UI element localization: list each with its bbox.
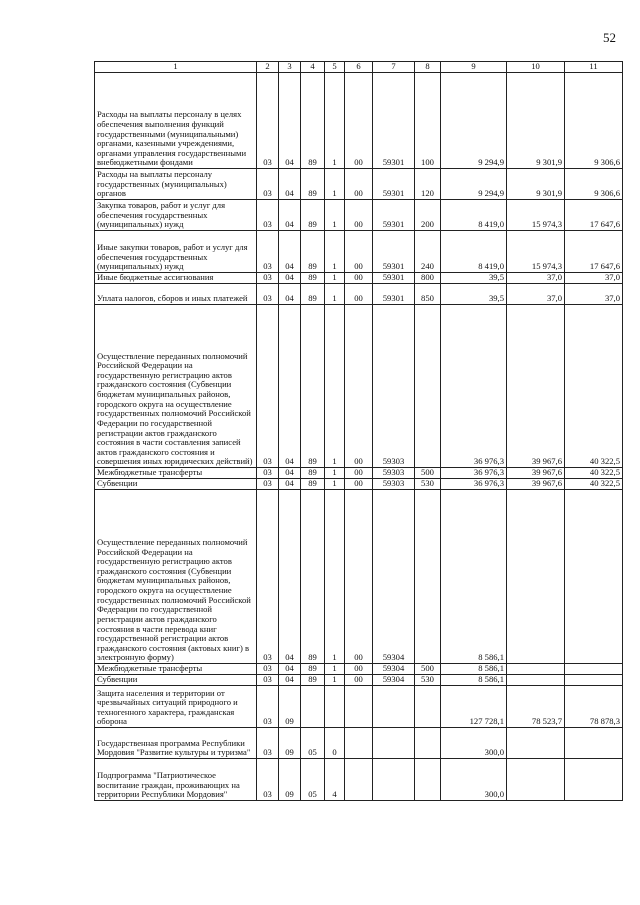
amount-cell: 37,0 [507,284,565,305]
code-cell [373,728,415,759]
table-row [95,728,623,759]
code-cell: 530 [415,479,441,490]
amount-cell: 40 322,5 [565,468,623,479]
code-cell: 03 [257,759,279,801]
table-row [95,284,623,305]
row-label: Иные закупки товаров, работ и услуг для обеспечения государственных (муниципальных) нужд [95,231,257,273]
amount-cell: 9 301,9 [507,169,565,200]
code-cell: 59301 [373,273,415,284]
table-row [95,231,623,273]
code-cell: 04 [279,273,301,284]
code-cell [373,686,415,728]
column-header: 8 [415,62,441,73]
code-cell: 89 [301,73,325,169]
code-cell: 89 [301,675,325,686]
code-cell: 03 [257,231,279,273]
code-cell: 03 [257,490,279,664]
amount-cell: 39 967,6 [507,479,565,490]
code-cell [373,759,415,801]
amount-cell: 36 976,3 [441,468,507,479]
code-cell: 00 [345,675,373,686]
code-cell: 1 [325,468,345,479]
page-number: 52 [603,30,616,45]
amount-cell: 300,0 [441,759,507,801]
code-cell: 00 [345,273,373,284]
code-cell: 59304 [373,675,415,686]
code-cell [301,686,325,728]
code-cell: 04 [279,200,301,231]
code-cell: 89 [301,305,325,468]
row-label: Субвенции [95,479,257,490]
table-row [95,479,623,490]
code-cell: 59301 [373,169,415,200]
code-cell: 59303 [373,479,415,490]
code-cell: 500 [415,664,441,675]
code-cell: 03 [257,468,279,479]
code-cell: 59303 [373,305,415,468]
code-cell: 1 [325,231,345,273]
amount-cell: 78 878,3 [565,686,623,728]
code-cell: 00 [345,468,373,479]
amount-cell: 9 306,6 [565,169,623,200]
code-cell: 00 [345,284,373,305]
amount-cell: 17 647,6 [565,200,623,231]
row-label: Расходы на выплаты персоналу государственных (муниципальных) органов [95,169,257,200]
column-header: 3 [279,62,301,73]
code-cell: 800 [415,273,441,284]
amount-cell [507,728,565,759]
amount-cell: 15 974,3 [507,200,565,231]
amount-cell [507,490,565,664]
table-header-row [95,62,623,73]
code-cell: 03 [257,284,279,305]
code-cell: 1 [325,479,345,490]
code-cell: 04 [279,468,301,479]
code-cell: 04 [279,675,301,686]
code-cell [415,490,441,664]
code-cell: 09 [279,759,301,801]
code-cell: 04 [279,305,301,468]
code-cell: 00 [345,490,373,664]
row-label: Осуществление переданных полномочий Российской Федерации на государственную регистрацию актов гражданского состояния (Субвенции бюджетам муниципальных районов, городского округа на осуществление государственных полномочий Российской Федерации по государственной регистрации актов гражданского состояния в части составления записей актов гражданского состояния и совершения иных юридических действий) [95,305,257,468]
row-label: Уплата налогов, сборов и иных платежей [95,284,257,305]
code-cell: 05 [301,759,325,801]
table-row [95,273,623,284]
table-row [95,169,623,200]
code-cell: 59301 [373,231,415,273]
amount-cell [507,759,565,801]
amount-cell: 37,0 [507,273,565,284]
code-cell: 89 [301,664,325,675]
code-cell [415,759,441,801]
amount-cell [507,675,565,686]
code-cell: 1 [325,284,345,305]
code-cell [415,305,441,468]
code-cell: 1 [325,305,345,468]
code-cell [325,686,345,728]
code-cell: 04 [279,231,301,273]
table-row [95,468,623,479]
code-cell: 04 [279,73,301,169]
column-header: 4 [301,62,325,73]
column-header: 11 [565,62,623,73]
amount-cell: 9 294,9 [441,169,507,200]
code-cell: 00 [345,169,373,200]
amount-cell: 9 301,9 [507,73,565,169]
code-cell: 00 [345,479,373,490]
amount-cell: 78 523,7 [507,686,565,728]
code-cell: 03 [257,305,279,468]
amount-cell: 9 294,9 [441,73,507,169]
amount-cell: 8 586,1 [441,664,507,675]
code-cell: 59301 [373,284,415,305]
amount-cell: 8 419,0 [441,200,507,231]
code-cell [345,728,373,759]
code-cell: 89 [301,468,325,479]
code-cell: 03 [257,675,279,686]
amount-cell: 36 976,3 [441,479,507,490]
code-cell: 03 [257,664,279,675]
table-row [95,305,623,468]
budget-table [94,61,623,801]
row-label: Защита населения и территории от чрезвычайных ситуаций природного и техногенного характера, гражданская оборона [95,686,257,728]
table-row [95,200,623,231]
code-cell: 04 [279,664,301,675]
code-cell: 00 [345,305,373,468]
code-cell: 04 [279,284,301,305]
code-cell: 59303 [373,468,415,479]
code-cell: 03 [257,728,279,759]
code-cell: 89 [301,490,325,664]
amount-cell [565,664,623,675]
code-cell [415,728,441,759]
amount-cell: 17 647,6 [565,231,623,273]
code-cell: 03 [257,273,279,284]
table-row [95,73,623,169]
code-cell: 1 [325,200,345,231]
code-cell: 89 [301,273,325,284]
code-cell: 04 [279,479,301,490]
code-cell: 03 [257,686,279,728]
amount-cell: 39,5 [441,284,507,305]
amount-cell: 40 322,5 [565,305,623,468]
code-cell: 05 [301,728,325,759]
code-cell: 09 [279,728,301,759]
code-cell: 850 [415,284,441,305]
row-label: Подпрограмма "Патриотическое воспитание граждан, проживающих на территории Республики Мордовия" [95,759,257,801]
code-cell: 1 [325,490,345,664]
amount-cell: 15 974,3 [507,231,565,273]
code-cell: 00 [345,231,373,273]
column-header: 10 [507,62,565,73]
amount-cell: 8 586,1 [441,490,507,664]
amount-cell [565,490,623,664]
code-cell: 00 [345,73,373,169]
amount-cell [507,664,565,675]
code-cell: 04 [279,169,301,200]
amount-cell: 36 976,3 [441,305,507,468]
amount-cell: 39 967,6 [507,305,565,468]
code-cell [345,759,373,801]
code-cell: 1 [325,664,345,675]
code-cell: 03 [257,200,279,231]
table-row [95,664,623,675]
column-header: 6 [345,62,373,73]
code-cell: 240 [415,231,441,273]
code-cell: 89 [301,200,325,231]
code-cell: 120 [415,169,441,200]
amount-cell [565,759,623,801]
amount-cell [565,675,623,686]
code-cell: 0 [325,728,345,759]
code-cell: 59304 [373,490,415,664]
code-cell: 03 [257,73,279,169]
code-cell: 03 [257,479,279,490]
amount-cell: 39 967,6 [507,468,565,479]
row-label: Межбюджетные трансферты [95,468,257,479]
table-row [95,490,623,664]
row-label: Расходы на выплаты персоналу в целях обеспечения выполнения функций государственными (муниципальными) органами, казенными учреждениями, органами управления государственными внебюджетными фондами [95,73,257,169]
amount-cell: 127 728,1 [441,686,507,728]
amount-cell [565,728,623,759]
amount-cell: 39,5 [441,273,507,284]
column-header: 9 [441,62,507,73]
column-header: 1 [95,62,257,73]
code-cell: 530 [415,675,441,686]
row-label: Субвенции [95,675,257,686]
amount-cell: 37,0 [565,284,623,305]
code-cell: 09 [279,686,301,728]
table-row [95,675,623,686]
row-label: Государственная программа Республики Мордовия "Развитие культуры и туризма" [95,728,257,759]
code-cell [345,686,373,728]
row-label: Межбюджетные трансферты [95,664,257,675]
code-cell: 59301 [373,73,415,169]
code-cell: 1 [325,273,345,284]
code-cell: 89 [301,284,325,305]
table-row [95,686,623,728]
code-cell [415,686,441,728]
column-header: 5 [325,62,345,73]
code-cell: 200 [415,200,441,231]
column-header: 2 [257,62,279,73]
code-cell: 89 [301,479,325,490]
code-cell: 100 [415,73,441,169]
amount-cell: 9 306,6 [565,73,623,169]
code-cell: 89 [301,169,325,200]
code-cell: 4 [325,759,345,801]
code-cell: 59301 [373,200,415,231]
code-cell: 04 [279,490,301,664]
code-cell: 1 [325,675,345,686]
code-cell: 89 [301,231,325,273]
row-label: Закупка товаров, работ и услуг для обеспечения государственных (муниципальных) нужд [95,200,257,231]
column-header: 7 [373,62,415,73]
table-row [95,759,623,801]
code-cell: 00 [345,664,373,675]
amount-cell: 300,0 [441,728,507,759]
amount-cell: 8 419,0 [441,231,507,273]
amount-cell: 37,0 [565,273,623,284]
code-cell: 03 [257,169,279,200]
code-cell: 00 [345,200,373,231]
amount-cell: 40 322,5 [565,479,623,490]
row-label: Иные бюджетные ассигнования [95,273,257,284]
code-cell: 59304 [373,664,415,675]
code-cell: 1 [325,169,345,200]
amount-cell: 8 586,1 [441,675,507,686]
row-label: Осуществление переданных полномочий Российской Федерации на государственную регистрацию актов гражданского состояния (Субвенции бюджетам муниципальных районов, городского округа на осуществление государственных полномочий Российской Федерации по государственной регистрации актов гражданского состояния в части перевода книг государственной регистрации актов гражданского состояния (актовых книг) в электронную форму) [95,490,257,664]
code-cell: 1 [325,73,345,169]
code-cell: 500 [415,468,441,479]
